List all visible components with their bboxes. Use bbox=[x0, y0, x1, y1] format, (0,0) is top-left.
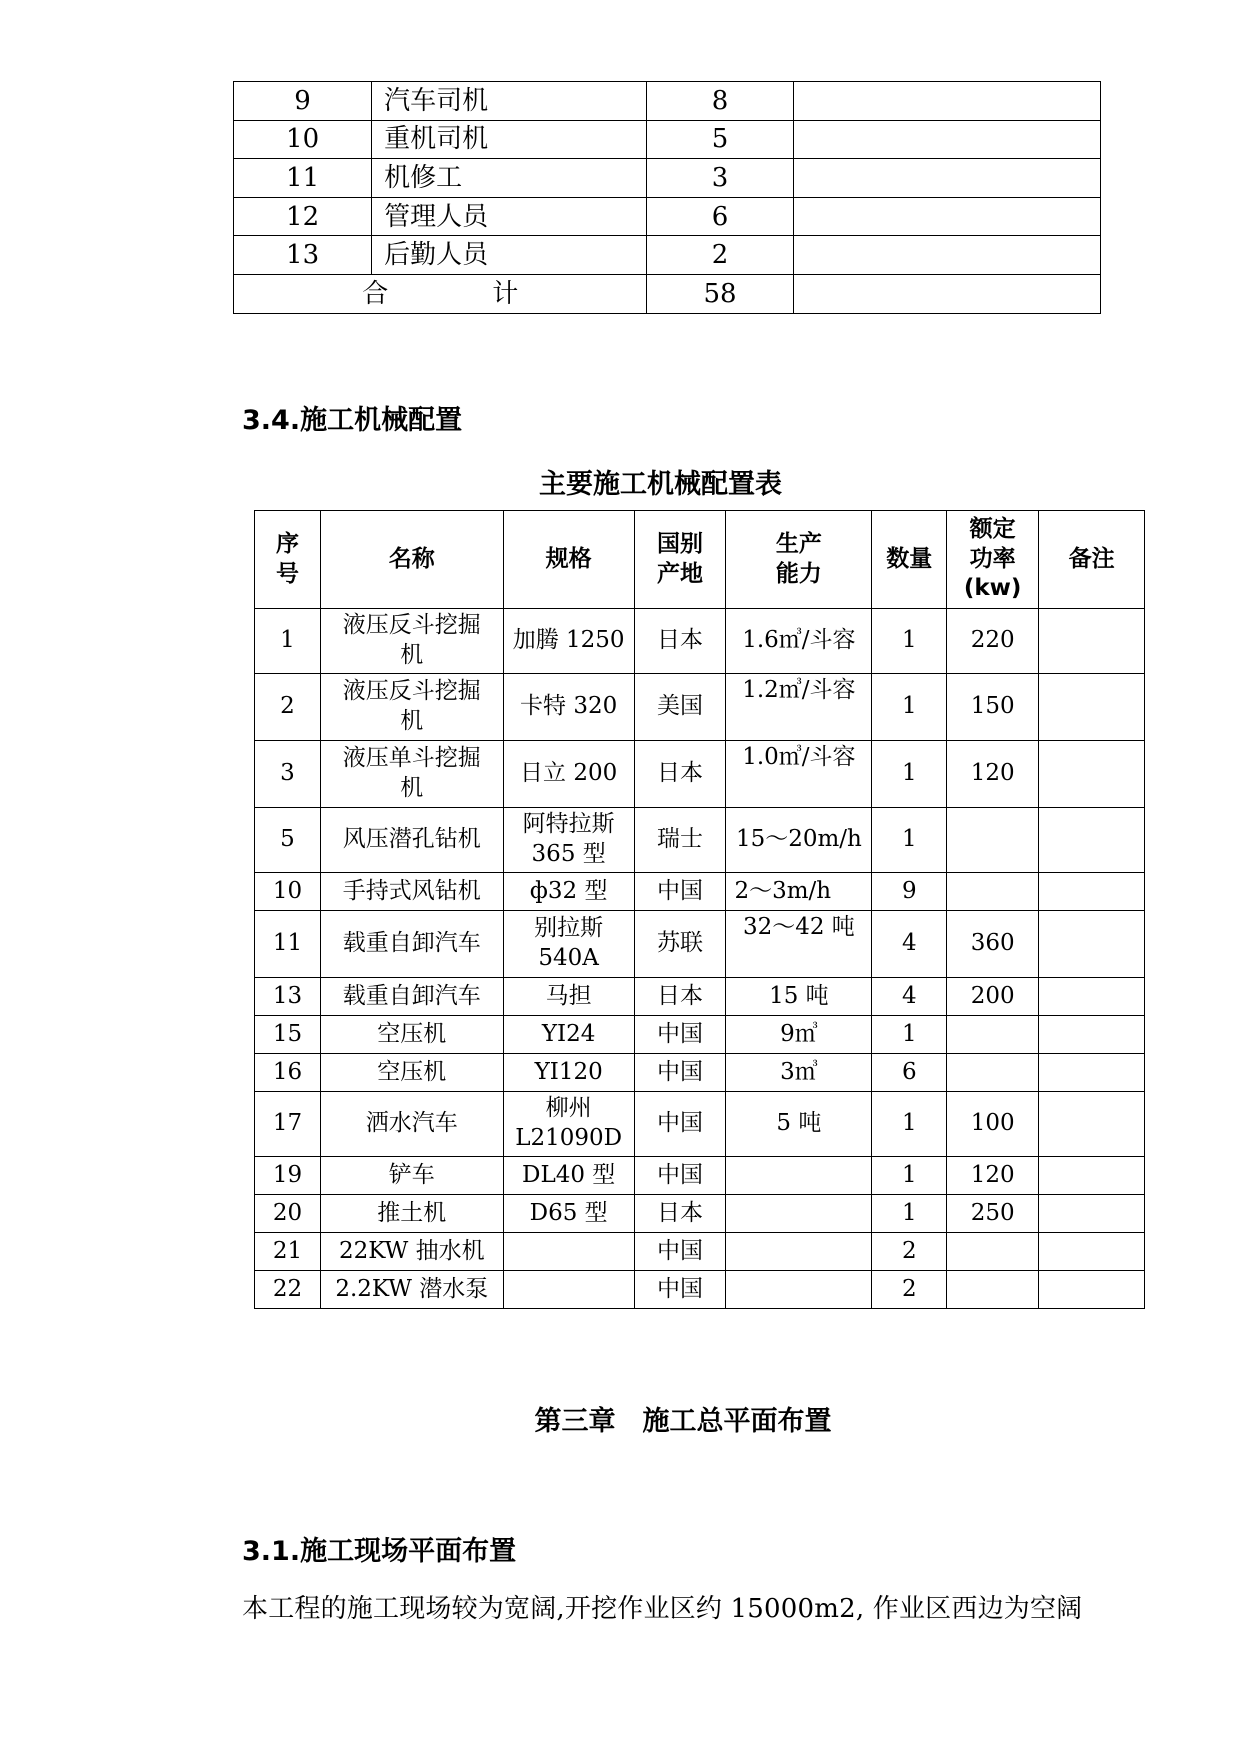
machinery-cell-no: 13 bbox=[255, 978, 321, 1016]
machinery-cell-power: 220 bbox=[947, 609, 1039, 674]
machinery-cell-origin: 中国 bbox=[634, 1233, 726, 1271]
machinery-cell-power bbox=[947, 1233, 1039, 1271]
machinery-cell-capacity: 15 吨 bbox=[726, 978, 872, 1016]
machinery-cell-qty: 4 bbox=[872, 978, 947, 1016]
machinery-cell-remark bbox=[1039, 674, 1145, 741]
staff-table bbox=[233, 81, 1101, 314]
machinery-cell-power bbox=[947, 808, 1039, 873]
machinery-cell-no: 10 bbox=[255, 873, 321, 911]
machinery-row bbox=[255, 873, 1145, 911]
staff-total-count: 58 bbox=[647, 274, 793, 313]
machinery-cell-power bbox=[947, 1054, 1039, 1092]
machinery-cell-no: 2 bbox=[255, 674, 321, 741]
machinery-row bbox=[255, 808, 1145, 873]
machinery-cell-origin: 日本 bbox=[634, 1195, 726, 1233]
machinery-header-row bbox=[255, 511, 1145, 609]
machinery-cell-remark bbox=[1039, 873, 1145, 911]
machinery-cell-remark bbox=[1039, 741, 1145, 808]
machinery-cell-remark bbox=[1039, 911, 1145, 978]
machinery-cell-no: 1 bbox=[255, 609, 321, 674]
machinery-cell-origin: 中国 bbox=[634, 1157, 726, 1195]
machinery-cell-qty: 6 bbox=[872, 1054, 947, 1092]
staff-no: 11 bbox=[234, 159, 372, 198]
machinery-cell-power: 150 bbox=[947, 674, 1039, 741]
machinery-cell-name: 液压反斗挖掘 机 bbox=[320, 609, 503, 674]
machinery-cell-spec: YI24 bbox=[503, 1016, 634, 1054]
machinery-cell-remark bbox=[1039, 1157, 1145, 1195]
machinery-cell-spec: 马担 bbox=[503, 978, 634, 1016]
machinery-cell-spec: YI120 bbox=[503, 1054, 634, 1092]
machinery-cell-qty: 1 bbox=[872, 741, 947, 808]
machinery-cell-power bbox=[947, 873, 1039, 911]
machinery-cell-qty: 1 bbox=[872, 1157, 947, 1195]
header-name: 名称 bbox=[320, 511, 503, 609]
machinery-cell-no: 20 bbox=[255, 1195, 321, 1233]
machinery-cell-origin: 美国 bbox=[634, 674, 726, 741]
machinery-cell-qty: 1 bbox=[872, 1016, 947, 1054]
machinery-cell-capacity: 1.6㎥/斗容 bbox=[726, 609, 872, 674]
machinery-table-body bbox=[255, 609, 1145, 1309]
header-origin: 国别 产地 bbox=[634, 511, 726, 609]
machinery-cell-name: 载重自卸汽车 bbox=[320, 978, 503, 1016]
machinery-cell-name: 液压反斗挖掘 机 bbox=[320, 674, 503, 741]
machinery-cell-origin: 中国 bbox=[634, 1016, 726, 1054]
body-paragraph: 本工程的施工现场较为宽阔,开挖作业区约 15000m2, 作业区西边为空阔 bbox=[242, 1594, 1083, 1624]
machinery-cell-remark bbox=[1039, 1233, 1145, 1271]
machinery-cell-name: 载重自卸汽车 bbox=[320, 911, 503, 978]
machinery-cell-capacity: 1.2㎥/斗容 bbox=[726, 674, 872, 741]
machinery-row bbox=[255, 741, 1145, 808]
machinery-cell-remark bbox=[1039, 978, 1145, 1016]
machinery-cell-spec: ф32 型 bbox=[503, 873, 634, 911]
staff-role: 机修工 bbox=[372, 159, 647, 198]
machinery-cell-capacity bbox=[726, 1157, 872, 1195]
machinery-cell-origin: 中国 bbox=[634, 873, 726, 911]
machinery-cell-capacity: 32～42 吨 bbox=[726, 911, 872, 978]
staff-no: 9 bbox=[234, 82, 372, 121]
machinery-row bbox=[255, 1233, 1145, 1271]
staff-role: 管理人员 bbox=[372, 197, 647, 236]
machinery-cell-origin: 瑞士 bbox=[634, 808, 726, 873]
machinery-cell-spec: 柳州 L21090D bbox=[503, 1092, 634, 1157]
staff-note bbox=[793, 82, 1100, 121]
chapter-title: 第三章 施工总平面布置 bbox=[534, 1406, 832, 1437]
machinery-table-title: 主要施工机械配置表 bbox=[539, 469, 782, 500]
machinery-cell-qty: 2 bbox=[872, 1271, 947, 1309]
machinery-cell-spec: 别拉斯 540A bbox=[503, 911, 634, 978]
staff-row bbox=[234, 236, 1101, 275]
staff-total-note bbox=[793, 274, 1100, 313]
machinery-cell-power: 200 bbox=[947, 978, 1039, 1016]
machinery-cell-power: 120 bbox=[947, 741, 1039, 808]
machinery-cell-power: 360 bbox=[947, 911, 1039, 978]
machinery-cell-origin: 日本 bbox=[634, 609, 726, 674]
machinery-cell-name: 风压潜孔钻机 bbox=[320, 808, 503, 873]
machinery-cell-no: 15 bbox=[255, 1016, 321, 1054]
staff-table-body bbox=[234, 82, 1101, 314]
machinery-cell-capacity: 2～3m/h bbox=[726, 873, 872, 911]
machinery-cell-capacity: 15～20m/h bbox=[726, 808, 872, 873]
machinery-cell-name: 空压机 bbox=[320, 1054, 503, 1092]
staff-role: 后勤人员 bbox=[372, 236, 647, 275]
machinery-cell-name: 22KW 抽水机 bbox=[320, 1233, 503, 1271]
staff-count: 2 bbox=[647, 236, 793, 275]
machinery-cell-origin: 苏联 bbox=[634, 911, 726, 978]
machinery-cell-remark bbox=[1039, 1054, 1145, 1092]
machinery-cell-no: 11 bbox=[255, 911, 321, 978]
machinery-cell-spec bbox=[503, 1233, 634, 1271]
staff-no: 10 bbox=[234, 120, 372, 159]
machinery-row bbox=[255, 1016, 1145, 1054]
machinery-cell-origin: 日本 bbox=[634, 978, 726, 1016]
staff-note bbox=[793, 197, 1100, 236]
machinery-cell-spec: 卡特 320 bbox=[503, 674, 634, 741]
section-heading-3-1: 3.1.施工现场平面布置 bbox=[242, 1536, 517, 1567]
machinery-table bbox=[254, 510, 1145, 1309]
header-spec: 规格 bbox=[503, 511, 634, 609]
machinery-row bbox=[255, 1271, 1145, 1309]
machinery-row bbox=[255, 1092, 1145, 1157]
machinery-cell-name: 空压机 bbox=[320, 1016, 503, 1054]
machinery-cell-name: 液压单斗挖掘 机 bbox=[320, 741, 503, 808]
machinery-cell-power: 250 bbox=[947, 1195, 1039, 1233]
machinery-cell-remark bbox=[1039, 1271, 1145, 1309]
machinery-cell-qty: 4 bbox=[872, 911, 947, 978]
machinery-cell-name: 手持式风钻机 bbox=[320, 873, 503, 911]
staff-count: 5 bbox=[647, 120, 793, 159]
machinery-cell-spec bbox=[503, 1271, 634, 1309]
machinery-cell-qty: 9 bbox=[872, 873, 947, 911]
machinery-cell-origin: 中国 bbox=[634, 1092, 726, 1157]
machinery-cell-remark bbox=[1039, 1016, 1145, 1054]
staff-row bbox=[234, 159, 1101, 198]
machinery-cell-capacity bbox=[726, 1195, 872, 1233]
machinery-cell-capacity: 3㎥ bbox=[726, 1054, 872, 1092]
staff-total-row bbox=[234, 274, 1101, 313]
machinery-cell-no: 17 bbox=[255, 1092, 321, 1157]
machinery-cell-spec: 日立 200 bbox=[503, 741, 634, 808]
staff-row bbox=[234, 197, 1101, 236]
machinery-cell-spec: D65 型 bbox=[503, 1195, 634, 1233]
header-remark: 备注 bbox=[1039, 511, 1145, 609]
machinery-cell-no: 19 bbox=[255, 1157, 321, 1195]
staff-role: 重机司机 bbox=[372, 120, 647, 159]
machinery-cell-name: 铲车 bbox=[320, 1157, 503, 1195]
machinery-cell-name: 推土机 bbox=[320, 1195, 503, 1233]
machinery-cell-name: 洒水汽车 bbox=[320, 1092, 503, 1157]
machinery-cell-capacity bbox=[726, 1233, 872, 1271]
machinery-cell-remark bbox=[1039, 808, 1145, 873]
machinery-cell-spec: 阿特拉斯 365 型 bbox=[503, 808, 634, 873]
header-power: 额定 功率 (kw) bbox=[947, 511, 1039, 609]
machinery-row bbox=[255, 1195, 1145, 1233]
staff-no: 12 bbox=[234, 197, 372, 236]
staff-count: 3 bbox=[647, 159, 793, 198]
machinery-cell-origin: 中国 bbox=[634, 1054, 726, 1092]
header-no: 序 号 bbox=[255, 511, 321, 609]
machinery-cell-origin: 中国 bbox=[634, 1271, 726, 1309]
machinery-cell-spec: 加腾 1250 bbox=[503, 609, 634, 674]
machinery-cell-power: 120 bbox=[947, 1157, 1039, 1195]
machinery-row bbox=[255, 674, 1145, 741]
machinery-cell-power: 100 bbox=[947, 1092, 1039, 1157]
machinery-cell-qty: 1 bbox=[872, 1092, 947, 1157]
machinery-cell-spec: DL40 型 bbox=[503, 1157, 634, 1195]
staff-note bbox=[793, 120, 1100, 159]
machinery-cell-capacity: 9㎥ bbox=[726, 1016, 872, 1054]
machinery-row bbox=[255, 609, 1145, 674]
machinery-cell-no: 21 bbox=[255, 1233, 321, 1271]
staff-no: 13 bbox=[234, 236, 372, 275]
machinery-cell-power bbox=[947, 1016, 1039, 1054]
machinery-row bbox=[255, 978, 1145, 1016]
staff-note bbox=[793, 159, 1100, 198]
header-capacity: 生产 能力 bbox=[726, 511, 872, 609]
machinery-cell-no: 5 bbox=[255, 808, 321, 873]
machinery-cell-no: 22 bbox=[255, 1271, 321, 1309]
staff-total-label: 合 计 bbox=[234, 274, 647, 313]
staff-note bbox=[793, 236, 1100, 275]
section-heading-3-4: 3.4.施工机械配置 bbox=[242, 405, 463, 436]
machinery-row bbox=[255, 1157, 1145, 1195]
staff-count: 8 bbox=[647, 82, 793, 121]
machinery-cell-qty: 2 bbox=[872, 1233, 947, 1271]
machinery-cell-power bbox=[947, 1271, 1039, 1309]
staff-row bbox=[234, 120, 1101, 159]
machinery-cell-capacity bbox=[726, 1271, 872, 1309]
staff-role: 汽车司机 bbox=[372, 82, 647, 121]
machinery-cell-name: 2.2KW 潜水泵 bbox=[320, 1271, 503, 1309]
machinery-cell-capacity: 1.0㎥/斗容 bbox=[726, 741, 872, 808]
machinery-cell-capacity: 5 吨 bbox=[726, 1092, 872, 1157]
staff-count: 6 bbox=[647, 197, 793, 236]
staff-row bbox=[234, 82, 1101, 121]
machinery-cell-qty: 1 bbox=[872, 808, 947, 873]
machinery-row bbox=[255, 1054, 1145, 1092]
machinery-cell-remark bbox=[1039, 1092, 1145, 1157]
machinery-cell-origin: 日本 bbox=[634, 741, 726, 808]
machinery-cell-qty: 1 bbox=[872, 1195, 947, 1233]
machinery-row bbox=[255, 911, 1145, 978]
machinery-cell-no: 3 bbox=[255, 741, 321, 808]
header-qty: 数量 bbox=[872, 511, 947, 609]
machinery-cell-remark bbox=[1039, 1195, 1145, 1233]
machinery-cell-remark bbox=[1039, 609, 1145, 674]
machinery-cell-qty: 1 bbox=[872, 609, 947, 674]
machinery-cell-no: 16 bbox=[255, 1054, 321, 1092]
machinery-cell-qty: 1 bbox=[872, 674, 947, 741]
